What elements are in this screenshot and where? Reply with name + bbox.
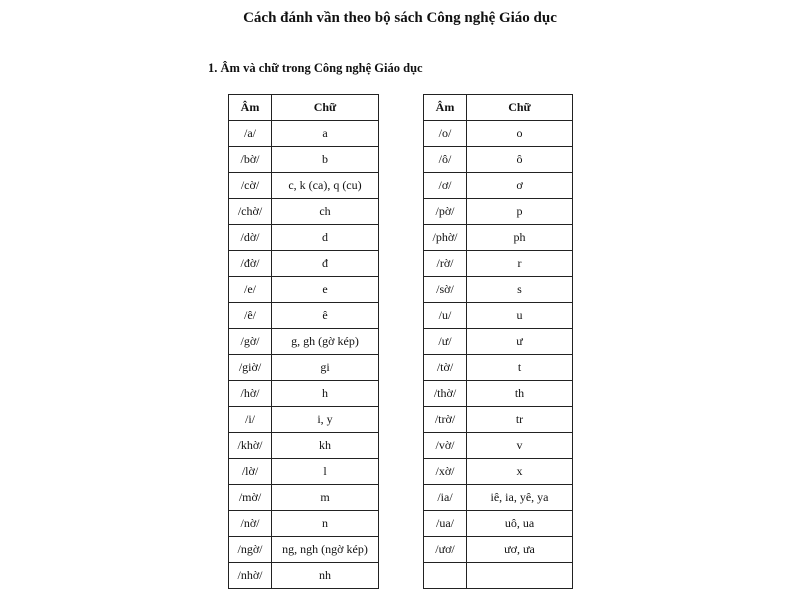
cell-chu: n bbox=[272, 511, 379, 537]
table-row bbox=[229, 537, 379, 563]
table-row bbox=[229, 303, 379, 329]
table-row bbox=[229, 251, 379, 277]
cell-am: /bờ/ bbox=[229, 147, 272, 173]
header-chu: Chữ bbox=[467, 95, 573, 121]
cell-chu: nh bbox=[272, 563, 379, 589]
cell-am: /nhờ/ bbox=[229, 563, 272, 589]
table-row bbox=[424, 147, 573, 173]
table-row bbox=[229, 433, 379, 459]
cell-am: /i/ bbox=[229, 407, 272, 433]
cell-am: /hờ/ bbox=[229, 381, 272, 407]
sound-letter-table-left bbox=[228, 94, 379, 589]
cell-am bbox=[424, 563, 467, 589]
cell-chu: x bbox=[467, 459, 573, 485]
cell-chu: ươ, ưa bbox=[467, 537, 573, 563]
cell-chu: iê, ia, yê, ya bbox=[467, 485, 573, 511]
cell-chu: l bbox=[272, 459, 379, 485]
cell-am: /e/ bbox=[229, 277, 272, 303]
cell-am: /đờ/ bbox=[229, 251, 272, 277]
table-row bbox=[229, 147, 379, 173]
table-header-row bbox=[229, 95, 379, 121]
table-row bbox=[424, 277, 573, 303]
cell-chu: m bbox=[272, 485, 379, 511]
cell-am: /sờ/ bbox=[424, 277, 467, 303]
table-row bbox=[229, 173, 379, 199]
cell-am: /xờ/ bbox=[424, 459, 467, 485]
table-row bbox=[424, 407, 573, 433]
cell-am: /mờ/ bbox=[229, 485, 272, 511]
cell-am: /o/ bbox=[424, 121, 467, 147]
page-title: Cách đánh vần theo bộ sách Công nghệ Giáo dục bbox=[243, 10, 557, 26]
cell-am: /ư/ bbox=[424, 329, 467, 355]
cell-chu: c, k (ca), q (cu) bbox=[272, 173, 379, 199]
table-row bbox=[424, 329, 573, 355]
header-am: Âm bbox=[229, 95, 272, 121]
cell-am: /ia/ bbox=[424, 485, 467, 511]
cell-am: /u/ bbox=[424, 303, 467, 329]
table-row bbox=[424, 199, 573, 225]
table-row bbox=[229, 329, 379, 355]
cell-am: /ê/ bbox=[229, 303, 272, 329]
cell-chu: ư bbox=[467, 329, 573, 355]
cell-am: /a/ bbox=[229, 121, 272, 147]
cell-chu: gi bbox=[272, 355, 379, 381]
cell-am: /gờ/ bbox=[229, 329, 272, 355]
cell-am: /ngờ/ bbox=[229, 537, 272, 563]
cell-am: /ua/ bbox=[424, 511, 467, 537]
cell-am: /cờ/ bbox=[229, 173, 272, 199]
table-row bbox=[424, 121, 573, 147]
cell-chu: h bbox=[272, 381, 379, 407]
cell-chu: e bbox=[272, 277, 379, 303]
cell-am: /vờ/ bbox=[424, 433, 467, 459]
table-row bbox=[229, 225, 379, 251]
cell-am: /rờ/ bbox=[424, 251, 467, 277]
cell-chu: u bbox=[467, 303, 573, 329]
table-row bbox=[424, 537, 573, 563]
cell-chu: t bbox=[467, 355, 573, 381]
cell-chu: b bbox=[272, 147, 379, 173]
table-body-left bbox=[229, 121, 379, 589]
table-row bbox=[229, 355, 379, 381]
table-row bbox=[229, 459, 379, 485]
sound-letter-table-right bbox=[423, 94, 573, 589]
cell-chu: đ bbox=[272, 251, 379, 277]
table-header-row bbox=[424, 95, 573, 121]
cell-am: /giờ/ bbox=[229, 355, 272, 381]
cell-am: /trờ/ bbox=[424, 407, 467, 433]
table-row bbox=[424, 173, 573, 199]
table-row bbox=[229, 563, 379, 589]
cell-chu: kh bbox=[272, 433, 379, 459]
table-row bbox=[424, 459, 573, 485]
table-row bbox=[424, 511, 573, 537]
cell-am: /thờ/ bbox=[424, 381, 467, 407]
cell-chu: ơ bbox=[467, 173, 573, 199]
table-row bbox=[424, 355, 573, 381]
cell-chu: ph bbox=[467, 225, 573, 251]
cell-chu: g, gh (gờ kép) bbox=[272, 329, 379, 355]
cell-chu bbox=[467, 563, 573, 589]
header-chu: Chữ bbox=[272, 95, 379, 121]
cell-chu: r bbox=[467, 251, 573, 277]
cell-chu: ô bbox=[467, 147, 573, 173]
table-row bbox=[424, 251, 573, 277]
table-row bbox=[424, 381, 573, 407]
cell-chu: d bbox=[272, 225, 379, 251]
table-row bbox=[229, 277, 379, 303]
cell-am: /chờ/ bbox=[229, 199, 272, 225]
section-heading: 1. Âm và chữ trong Công nghệ Giáo dục bbox=[208, 61, 423, 75]
cell-am: /ô/ bbox=[424, 147, 467, 173]
cell-am: /pờ/ bbox=[424, 199, 467, 225]
cell-chu: ch bbox=[272, 199, 379, 225]
cell-am: /dờ/ bbox=[229, 225, 272, 251]
table-row bbox=[229, 511, 379, 537]
cell-chu: ê bbox=[272, 303, 379, 329]
cell-chu: p bbox=[467, 199, 573, 225]
cell-chu: o bbox=[467, 121, 573, 147]
cell-am: /nờ/ bbox=[229, 511, 272, 537]
cell-chu: uô, ua bbox=[467, 511, 573, 537]
table-row bbox=[229, 407, 379, 433]
header-am: Âm bbox=[424, 95, 467, 121]
cell-chu: v bbox=[467, 433, 573, 459]
cell-chu: tr bbox=[467, 407, 573, 433]
table-row bbox=[229, 199, 379, 225]
cell-chu: i, y bbox=[272, 407, 379, 433]
table-row bbox=[229, 485, 379, 511]
cell-am: /khờ/ bbox=[229, 433, 272, 459]
table-row bbox=[424, 433, 573, 459]
table-row bbox=[424, 485, 573, 511]
table-row bbox=[424, 303, 573, 329]
table-row bbox=[229, 121, 379, 147]
table-row bbox=[229, 381, 379, 407]
cell-chu: th bbox=[467, 381, 573, 407]
cell-am: /tờ/ bbox=[424, 355, 467, 381]
cell-am: /ươ/ bbox=[424, 537, 467, 563]
table-row bbox=[424, 225, 573, 251]
cell-chu: a bbox=[272, 121, 379, 147]
cell-chu: ng, ngh (ngờ kép) bbox=[272, 537, 379, 563]
cell-am: /ơ/ bbox=[424, 173, 467, 199]
cell-am: /phờ/ bbox=[424, 225, 467, 251]
cell-chu: s bbox=[467, 277, 573, 303]
cell-am: /lờ/ bbox=[229, 459, 272, 485]
table-row bbox=[424, 563, 573, 589]
table-body-right bbox=[424, 121, 573, 589]
